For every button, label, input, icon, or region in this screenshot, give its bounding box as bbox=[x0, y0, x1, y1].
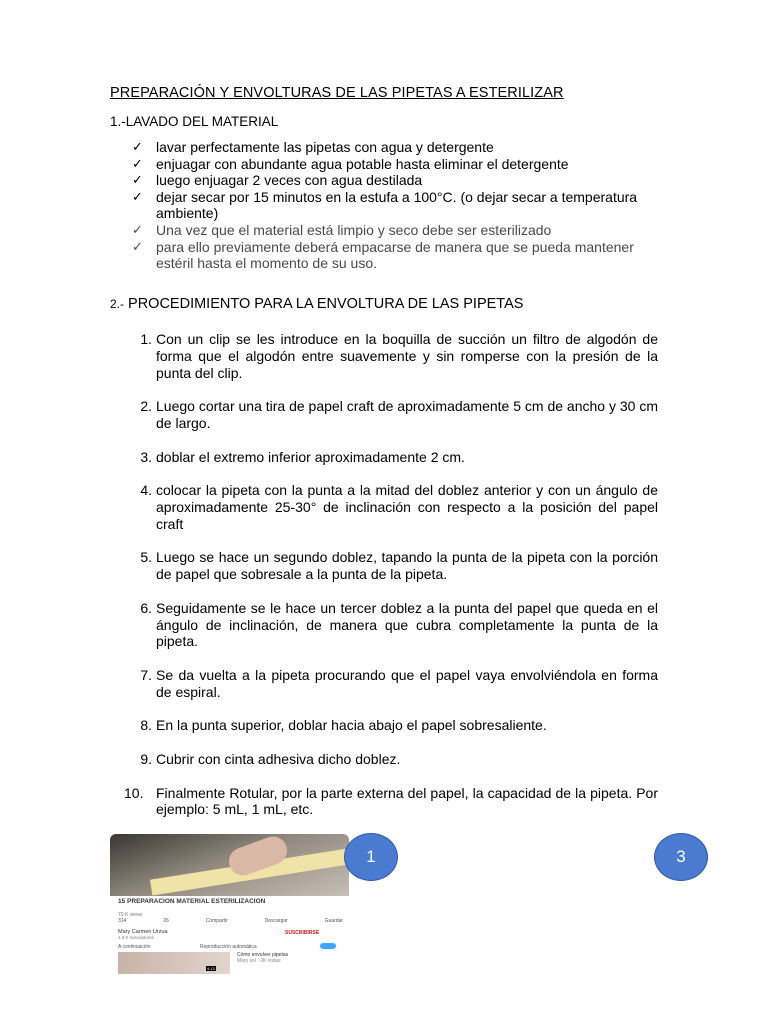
up-next-label: A continuación bbox=[118, 944, 151, 950]
wrapping-steps bbox=[124, 331, 658, 818]
save-label: Guardar bbox=[324, 918, 343, 924]
subscribe-label: SUSCRIBIRSE bbox=[285, 930, 320, 936]
check-icon: ✓ bbox=[132, 238, 143, 254]
section-1-heading: 1.-LAVADO DEL MATERIAL bbox=[110, 114, 279, 129]
step-item: 4. colocar la pipeta con la punta a la mitad del doblez anterior y con un ángulo de aproximadamente 25-30° de inclinación con respecto a la posición del papel craft bbox=[140, 482, 658, 532]
autoplay-label: Reproducción automática bbox=[200, 944, 257, 950]
check-icon: ✓ bbox=[132, 172, 143, 188]
checklist-item: ✓ enjuagar con abundante agua potable hasta eliminar el detergente bbox=[132, 155, 569, 172]
related-video-title: Cómo envolver pipetas Mary sol · 2K vistas bbox=[237, 952, 289, 964]
subscriber-count: 1.3 K suscriptores bbox=[118, 935, 155, 940]
video-actions bbox=[118, 918, 343, 924]
checklist-item: ✓ lavar perfectamente las pipetas con agua y detergente bbox=[132, 139, 494, 155]
step-item: 6. Seguidamente se le hace un tercer doblez a la punta del papel que queda en el ángulo de inclinación, de manera que cubra completamente la punta de la pipeta. bbox=[140, 599, 658, 650]
video-views: 70 K views bbox=[118, 912, 143, 918]
step-item: 9. Cubrir con cinta adhesiva dicho doblez. bbox=[140, 750, 401, 767]
like-count: 314 bbox=[118, 918, 127, 924]
video-title: 15 PREPARACION MATERIAL ESTERILIZACION bbox=[118, 898, 266, 905]
checklist-item: ✓ dejar secar por 15 minutos en la estufa a 100°C. (o dejar secar a temperatura ambiente) bbox=[132, 188, 638, 222]
check-icon: ✓ bbox=[132, 155, 143, 171]
section-2-number: 2.- bbox=[110, 297, 125, 311]
checklist-item: ✓ para ello previamente deberá empacarse de manera que se pueda mantener estéril hasta el momento de su uso. bbox=[132, 238, 634, 272]
related-video-duration: 4:13 bbox=[207, 966, 215, 971]
number-badge-3: 3 bbox=[654, 833, 708, 881]
step-item: 7. Se da vuelta a la pipeta procurando que el papel vaya envolviéndola en forma de espiral. bbox=[140, 666, 658, 700]
video-frame bbox=[110, 834, 349, 896]
check-icon: ✓ bbox=[132, 188, 143, 204]
check-icon: ✓ bbox=[132, 221, 143, 237]
step-item: 5. Luego se hace un segundo doblez, tapando la punta de la pipeta con la porción de papel que sobresale a la punta de la pipeta. bbox=[140, 549, 658, 583]
dislike-count: 26 bbox=[163, 918, 169, 924]
download-label: Descargar bbox=[264, 918, 288, 924]
section-2-title: PROCEDIMIENTO PARA LA ENVOLTURA DE LAS PIPETAS bbox=[124, 296, 524, 312]
step-item: 3. doblar el extremo inferior aproximadamente 2 cm. bbox=[140, 448, 465, 465]
autoplay-toggle-icon bbox=[320, 943, 336, 949]
washing-checklist bbox=[132, 139, 662, 272]
channel-name: Mary Carmen Urzua bbox=[118, 929, 168, 935]
step-item: 8. En la punta superior, doblar hacia abajo el papel sobresaliente. bbox=[140, 717, 547, 734]
share-label: Compartir bbox=[205, 918, 228, 924]
step-item: 1. Con un clip se les introduce en la boquilla de succión un filtro de algodón de forma que el algodón entre suavemente y sin romperse con la presión de la punta del clip. bbox=[140, 331, 658, 381]
checklist-item: ✓ Una vez que el material está limpio y seco debe ser esterilizado bbox=[132, 221, 552, 238]
step-item: 2. Luego cortar una tira de papel craft de aproximadamente 5 cm de ancho y 30 cm de largo. bbox=[140, 398, 658, 431]
document-title: PREPARACIÓN Y ENVOLTURAS DE LAS PIPETAS A ESTERILIZAR bbox=[110, 85, 564, 101]
number-badge-1: 1 bbox=[344, 833, 398, 881]
check-icon: ✓ bbox=[132, 139, 143, 154]
section-2-heading bbox=[110, 296, 523, 312]
video-screenshot bbox=[110, 834, 349, 976]
checklist-item: ✓ luego enjuagar 2 veces con agua destilada bbox=[132, 172, 423, 189]
step-item: 10. Finalmente Rotular, por la parte externa del papel, la capacidad de la pipeta. Por ejemplo: 5 mL, 1 mL, etc. bbox=[124, 784, 658, 818]
